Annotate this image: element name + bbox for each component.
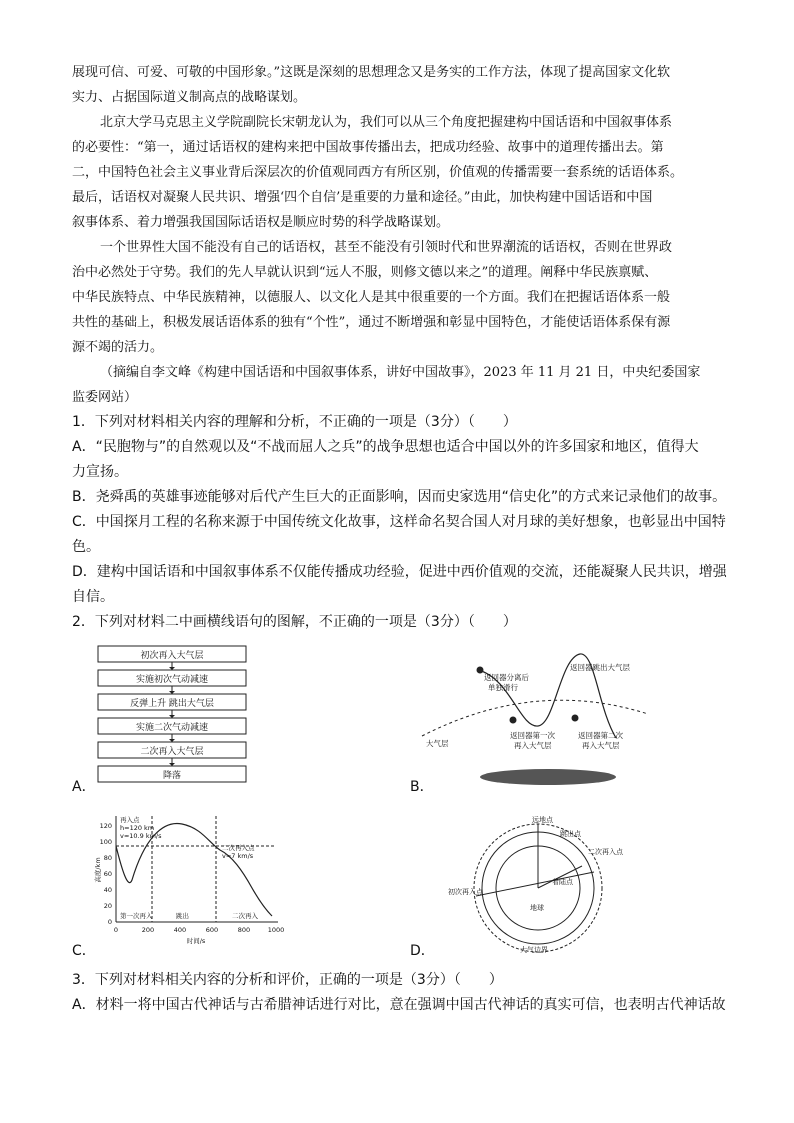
text-line: 叙事体系、着力增强我国国际话语权是顺应时势的科学战略谋划。: [72, 215, 450, 230]
flow-step-3: 反弹上升 跳出大气层: [130, 699, 214, 709]
y-tick: 20: [103, 902, 112, 910]
entry-1-speed: v≈10.9 km/s: [120, 832, 162, 840]
question-stem: 2．下列对材料二中画横线语句的图解，不正确的一项是（3分）（ ）: [72, 614, 517, 630]
flow-step-4: 实施二次气动减速: [135, 723, 209, 733]
phase-1-label: 第一次再入: [120, 912, 153, 920]
passage-paragraph-2: [72, 110, 722, 235]
text-line: 共性的基础上，积极发展话语体系的独有“个性”，通过不断增强和彰显中国特色，才能使话语体系保有源: [72, 315, 671, 330]
text-line: 展现可信、可爱、可敬的中国形象。”这既是深刻的思想理念又是务实的工作方法，体现了提高国家文化软: [72, 65, 671, 80]
text-line: 北京大学马克思主义学院副院长宋朝龙认为，我们可以从三个角度把握建构中国话语和中国叙事体系: [100, 115, 673, 130]
text-line: 监委网站）: [72, 390, 138, 405]
figure-b-trajectory: [420, 648, 650, 784]
entry-2-label: 二次再入点: [222, 844, 255, 852]
text-line: 一个世界性大国不能没有自己的话语权，甚至不能没有引领时代和世界潮流的话语权，否则在世界政: [100, 240, 673, 255]
text-line: 最后，话语权对凝聚人民共识、增强‘四个自信’是重要的力量和途径。”由此，加快构建中国话语和中国: [72, 190, 653, 205]
figure-d-label[interactable]: D．: [410, 943, 435, 959]
option-a[interactable]: A．“民胞物与”的自然观以及“不战而屈人之兵”的战争思想也适合中国以外的许多国家和地区，值得大: [72, 439, 699, 455]
label-second-entry-2: 再入大气层: [582, 741, 620, 750]
passage-paragraph-1: [72, 60, 722, 110]
label-separation: 返回器分离后: [484, 673, 529, 682]
entry-1-label: 再入点: [120, 816, 140, 824]
figure-b-label[interactable]: B．: [410, 779, 434, 795]
figure-c-altitude-chart: [92, 810, 285, 954]
phase-3-label: 二次再入: [232, 912, 258, 920]
x-tick: 800: [237, 926, 251, 934]
x-tick: 0: [113, 926, 119, 934]
option-a-cont: 力宣扬。: [72, 464, 128, 480]
option-c-cont: 色。: [72, 539, 100, 555]
label-separation-2: 单独滑行: [488, 683, 518, 692]
label-landing: 着陆点: [552, 878, 573, 886]
label-second-entry: 二次再入点: [588, 848, 623, 856]
label-jump-out: 跳出点: [560, 830, 581, 838]
y-tick: 0: [107, 918, 112, 926]
label-atmosphere: 大气层: [426, 739, 449, 748]
y-tick: 100: [99, 838, 112, 846]
x-tick: 200: [141, 926, 155, 934]
option-d[interactable]: D．建构中国话语和中国叙事体系不仅能传播成功经验，促进中西价值观的交流，还能凝聚人民共识，增强: [72, 564, 727, 580]
option-c[interactable]: C．中国探月工程的名称来源于中国传统文化故事，这样命名契合国人对月球的美好想象，也彰显出中国特: [72, 514, 726, 530]
moon-shape: [480, 769, 616, 785]
text-line: 治中必然处于守势。我们的先人早就认识到“远人不服，则修文德以来之”的道理。阐释中华民族禀赋、: [72, 265, 658, 280]
x-axis-label: 时间/s: [186, 937, 206, 945]
question-stem: 3．下列对材料相关内容的分析和评价，正确的一项是（3分）（ ）: [72, 972, 503, 988]
y-tick: 40: [103, 886, 112, 894]
phase-2-label: 跳出: [176, 912, 189, 920]
flow-step-6: 降落: [162, 771, 182, 781]
option-a[interactable]: A．材料一将中国古代神话与古希腊神话进行对比，意在强调中国古代神话的真实可信，也表明古代神话故: [72, 997, 726, 1013]
figure-a-flowchart: [98, 644, 248, 790]
option-b[interactable]: B．尧舜禹的英雄事迹能够对后代产生巨大的正面影响，因而史家选用“信史化”的方式来记录他们的故事。: [72, 489, 727, 505]
entry-1-height: h=120 km: [120, 824, 155, 832]
capsule-icon: [510, 717, 517, 724]
figure-d-orbit-diagram: [440, 806, 630, 960]
question-2: [72, 610, 722, 635]
passage-paragraph-3: [72, 235, 722, 360]
y-tick: 120: [99, 822, 112, 830]
capsule-icon: [477, 667, 484, 674]
label-first-entry: 返回器第一次: [510, 731, 555, 740]
text-line: （摘编自李文峰《构建中国话语和中国叙事体系，讲好中国故事》，2023 年 11 月 21 日，中央纪委国家: [100, 365, 701, 380]
option-d-cont: 自信。: [72, 589, 114, 605]
flow-step-5: 二次再入大气层: [140, 747, 204, 757]
y-tick: 60: [103, 870, 112, 878]
text-line: 的必要性：“第一，通过话语权的建构来把中国故事传播出去，把成功经验、故事中的道理传播出去。第: [72, 140, 664, 155]
label-jump-out: 返回器跳出大气层: [570, 663, 630, 672]
question-1: [72, 410, 727, 610]
flow-step-2: 实施初次气动减速: [135, 675, 209, 685]
text-line: 中华民族特点、中华民族精神，以德服人、以文化人是其中很重要的一个方面。我们在把握话语体系一般: [72, 290, 671, 305]
question-stem: 1．下列对材料相关内容的理解和分析，不正确的一项是（3分）（ ）: [72, 414, 517, 430]
label-atmosphere-boundary: 大气边界: [520, 946, 548, 954]
y-tick: 80: [103, 854, 112, 862]
text-line: 二，中国特色社会主义事业背后深层次的价值观同西方有所区别，价值观的传播需要一套系统的话语体系。: [72, 165, 684, 180]
passage-source: [72, 360, 722, 410]
capsule-icon: [572, 715, 579, 722]
label-first-entry: 初次再入点: [448, 888, 483, 896]
label-second-entry: 返回器第二次: [578, 731, 623, 740]
figure-c-label[interactable]: C．: [72, 943, 96, 959]
figure-a-label[interactable]: A．: [72, 779, 96, 795]
label-top: 远地点: [532, 816, 553, 824]
y-axis-label: 高度/km: [94, 857, 102, 883]
text-line: 实力、占据国际道义制高点的战略谋划。: [72, 90, 307, 105]
x-tick: 1000: [267, 926, 285, 934]
label-earth: 地球: [530, 904, 544, 912]
label-first-entry-2: 再入大气层: [514, 741, 552, 750]
x-tick: 600: [205, 926, 219, 934]
text-line: 源不竭的活力。: [72, 340, 164, 355]
flow-step-1: 初次再入大气层: [140, 651, 204, 661]
x-tick: 400: [173, 926, 187, 934]
question-3: [72, 968, 726, 1018]
entry-2-speed: v≈7 km/s: [222, 852, 254, 860]
